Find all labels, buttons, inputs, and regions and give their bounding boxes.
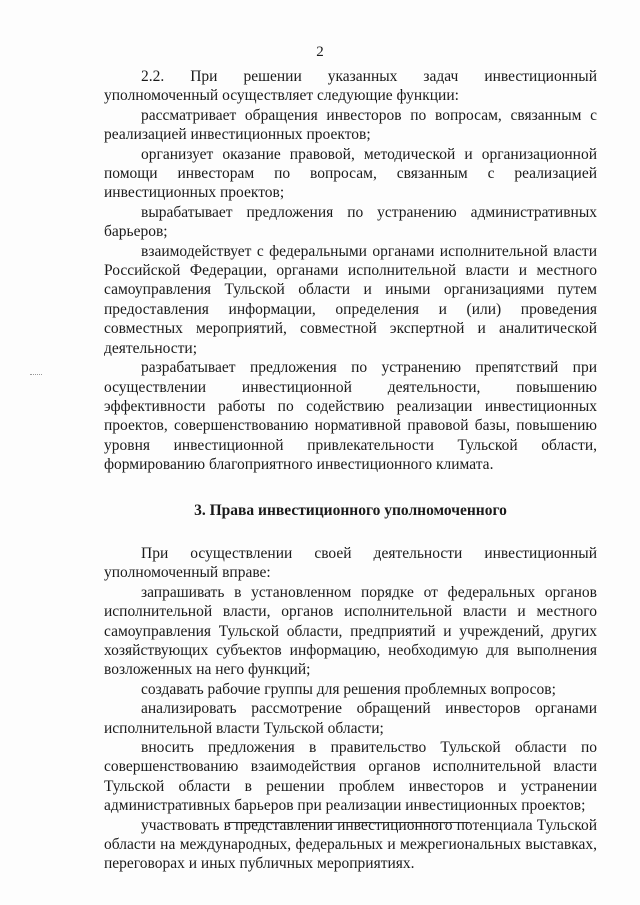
right-item: участвовать в представлении инвестиционного потенциала Тульской области на международных, федеральных и межрегиональных выставках, переговорах и иных публичных мероприятиях. — [104, 816, 597, 873]
right-item: анализировать рассмотрение обращений инвесторов органами исполнительной власти Тульской области; — [104, 700, 597, 737]
document-body — [104, 67, 597, 874]
section-3-heading: 3. Права инвестиционного уполномоченного — [194, 501, 507, 519]
paragraph-2-2-intro: 2.2. При решении указанных задач инвестиционный уполномоченный осуществляет следующие функции: — [104, 68, 597, 105]
right-item: запрашивать в установленном порядке от федеральных органов исполнительной власти, органов исполнительной власти и местного самоуправления Тульской области, предприятий и учреждений, других хозяйствующих субъектов информацию, необходимую для выполнения возложенных на него функций; — [104, 583, 597, 679]
function-item: вырабатывает предложения по устранению административных барьеров; — [104, 203, 597, 241]
scan-margin-mark — [30, 374, 42, 377]
function-item: организует оказание правовой, методической и организационной помощи инвесторам по вопросам, связанным с реализацией инвестиционных проектов; — [104, 145, 597, 202]
function-item: рассматривает обращения инвесторов по вопросам, связанным с реализацией инвестиционных проектов; — [104, 106, 597, 144]
end-separator-line — [228, 822, 470, 823]
section-3-intro: При осуществлении своей деятельности инвестиционный уполномоченный вправе: — [104, 544, 597, 582]
right-item: создавать рабочие группы для решения проблемных вопросов; — [141, 680, 556, 698]
page-number: 2 — [316, 44, 324, 60]
right-item: вносить предложения в правительство Тульской области по совершенствованию взаимодействия органов исполнительной власти Тульской области в решении проблем инвесторов и устранении административных барьеров при реализации инвестиционных проектов; — [104, 739, 597, 815]
function-item: взаимодействует с федеральными органами исполнительной власти Российской Федерации, органами исполнительной власти и местного самоуправления Тульской области и иными организациями путем предоставления информации, определения и (или) проведения совместных мероприятий, совместной экспертной и аналитической деятельности; — [104, 242, 597, 357]
function-item: разрабатывает предложения по устранению препятствий при осуществлении инвестиционной деятельности, повышению эффективности работы по содействию реализации инвестиционных проектов, совершенствованию нормативной правовой базы, повышению уровня инвестиционной привлекательности Тульской области, формированию благоприятного инвестиционного климата. — [104, 359, 597, 474]
